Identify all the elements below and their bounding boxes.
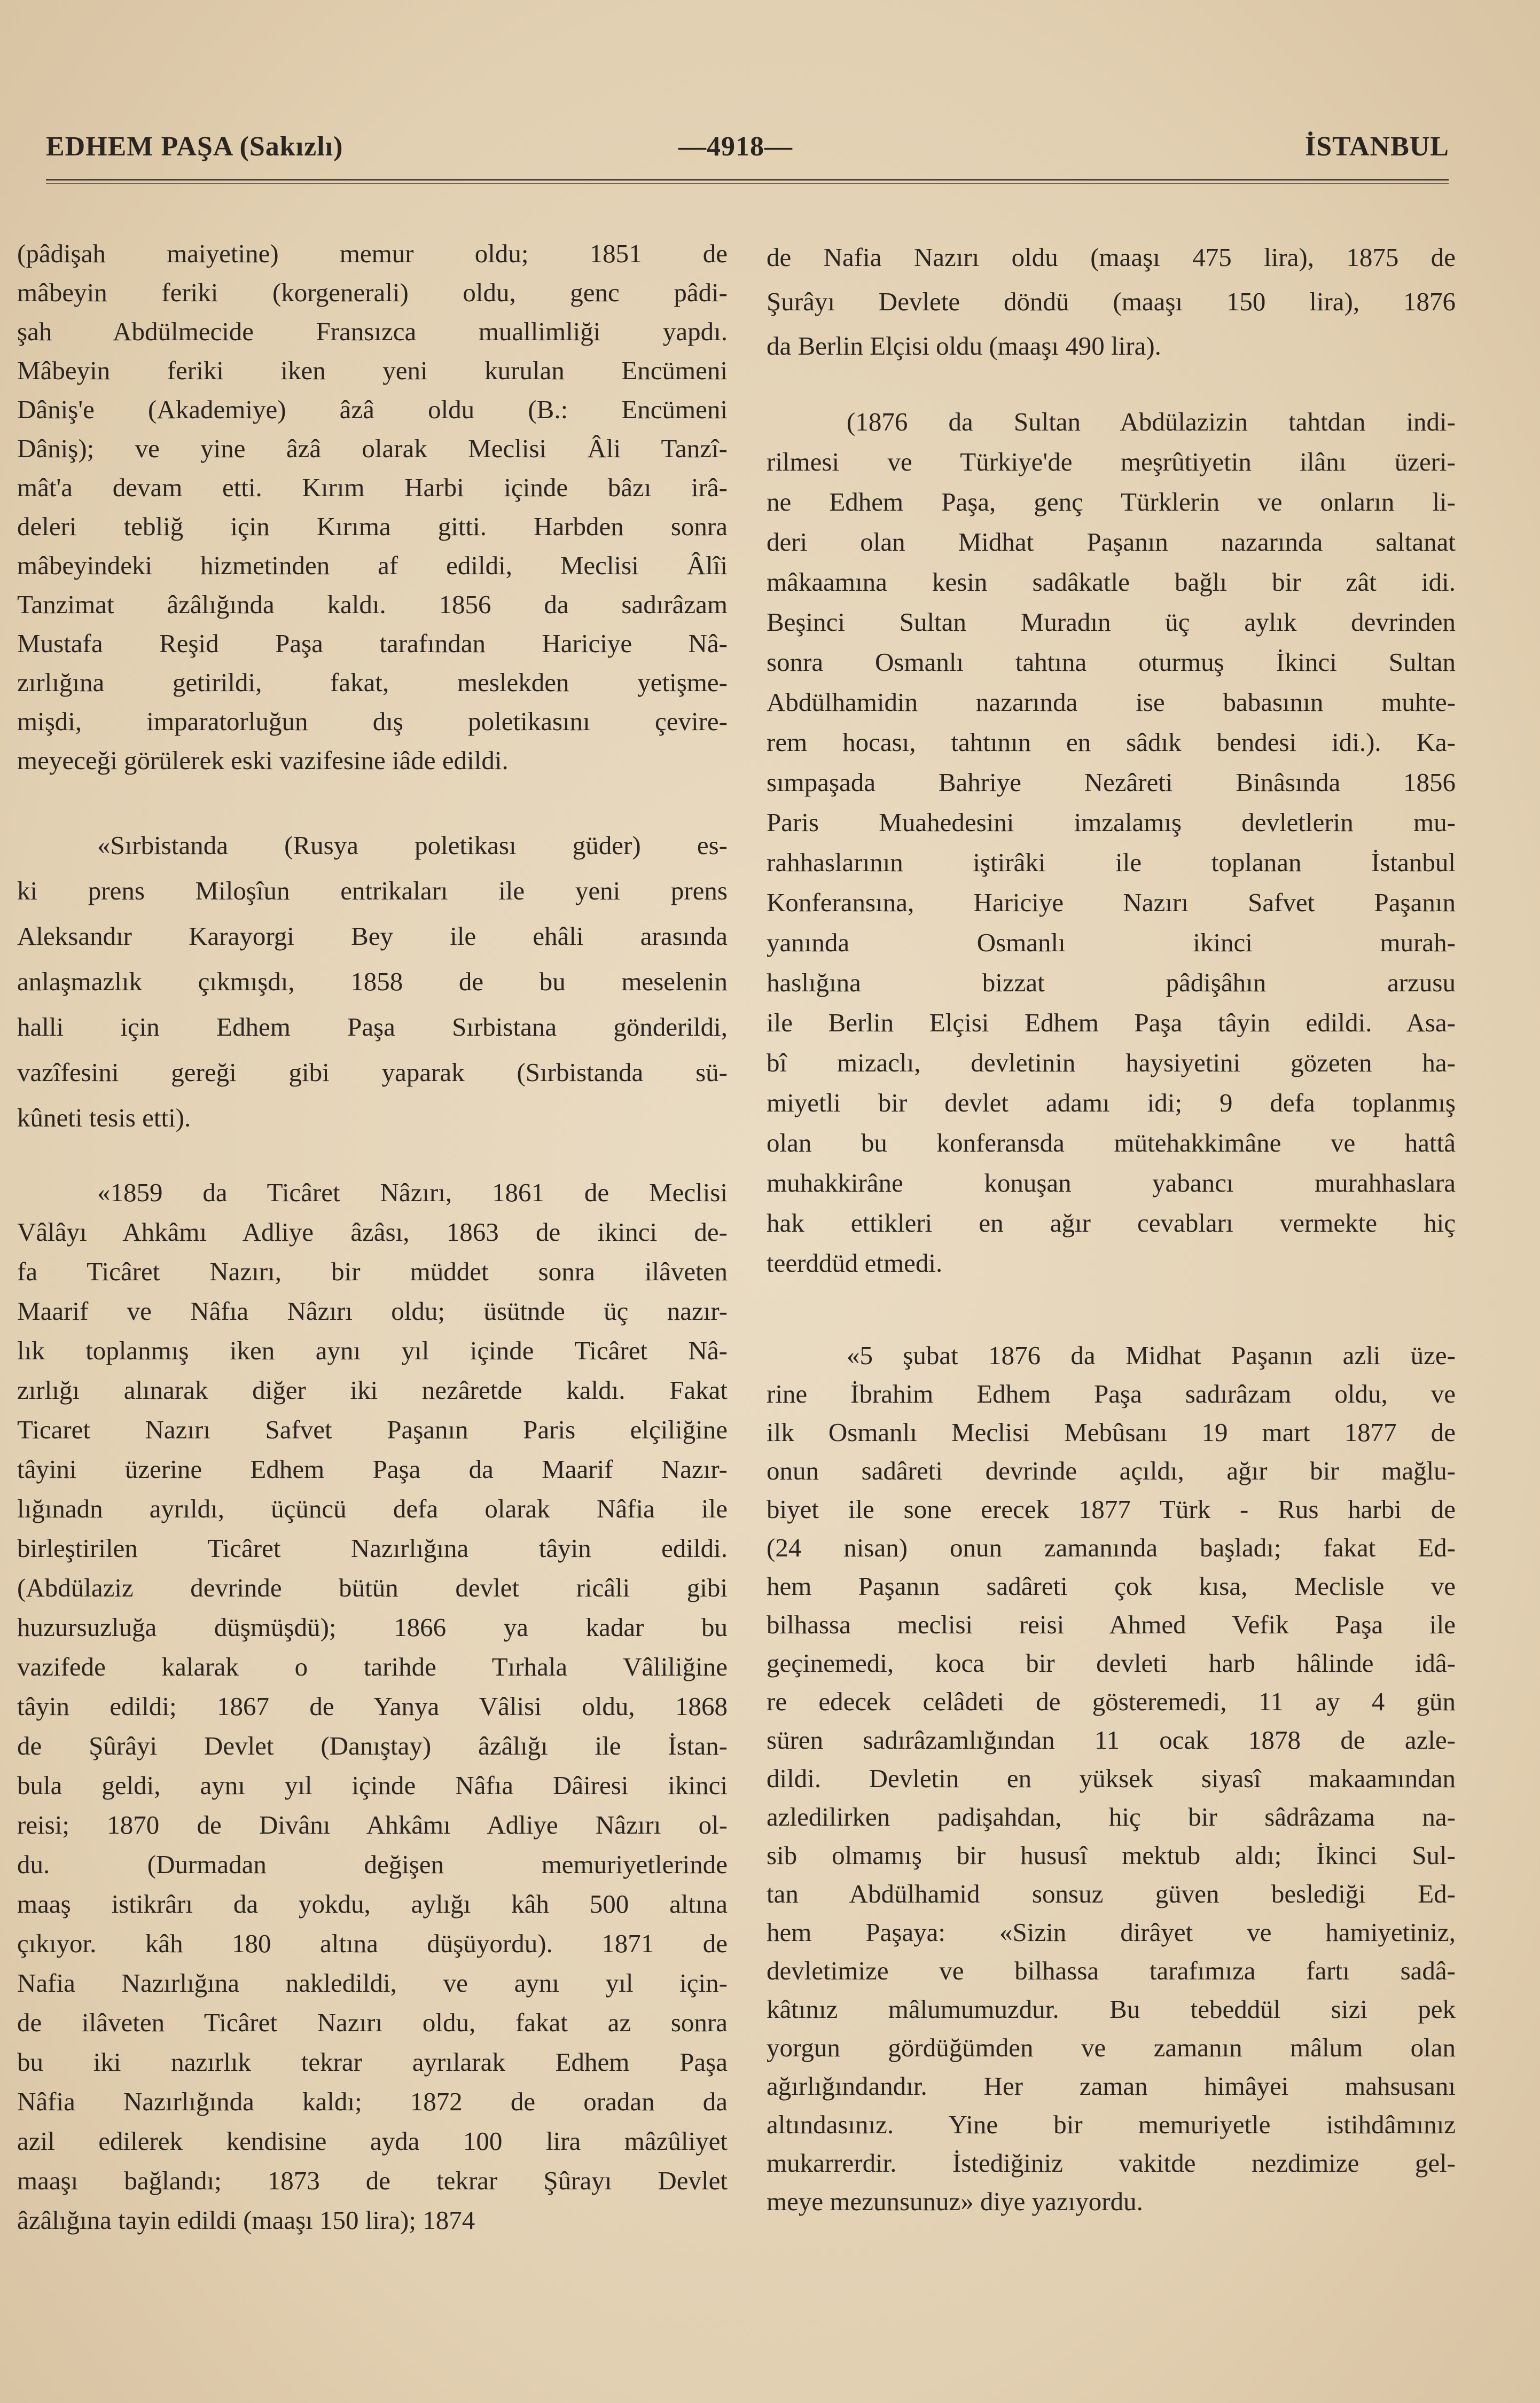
text-line: «Sırbistanda (Rusya poletikası güder) es- <box>97 831 728 860</box>
text-line: azledilirken padişahdan, hiç bir sâdrâzama na- <box>767 1802 1456 1831</box>
running-header-location: İSTANBUL <box>1304 131 1449 162</box>
text-line: azil edilerek kendisine ayda 100 lira mâzûliyet <box>17 2126 728 2156</box>
text-line: kûneti tesis etti). <box>17 1103 191 1132</box>
text-line: biyet ile sone erecek 1877 Türk - Rus harbi de <box>767 1494 1456 1524</box>
text-line: dildi. Devletin en yüksek siyasî makaamından <box>767 1764 1456 1793</box>
text-line: yanında Osmanlı ikinci murah- <box>767 928 1456 957</box>
text-line: mât'a devam etti. Kırım Harbi içinde bâzı irâ- <box>17 473 728 502</box>
text-line: fa Ticâret Nazırı, bir müddet sonra ilâveten <box>17 1257 728 1286</box>
text-line: Vâlâyı Ahkâmı Adliye âzâsı, 1863 de ikinci de- <box>17 1217 728 1247</box>
text-line: miyetli bir devlet adamı idi; 9 defa toplanmış <box>767 1088 1456 1117</box>
text-line: bula geldi, aynı yıl içinde Nâfıa Dâiresi ikinci <box>17 1771 728 1800</box>
text-line: (pâdişah maiyetine) memur oldu; 1851 de <box>17 239 728 268</box>
text-line: Nafia Nazırlığına nakledildi, ve aynı yıl için- <box>17 1968 728 1998</box>
text-line: Dâniş'e (Akademiye) âzâ oldu (B.: Encümeni <box>17 395 728 424</box>
paragraph <box>767 1336 1456 2221</box>
text-line: mukarrerdir. İstediğiniz vakitde nezdimize gel- <box>767 2148 1456 2178</box>
text-line: teerddüd etmedi. <box>767 1248 943 1278</box>
text-line: geçinemedi, koca bir devleti harb hâlinde idâ- <box>767 1648 1456 1678</box>
text-line: du. (Durmadan değişen memuriyetlerinde <box>17 1850 728 1879</box>
text-line: rem hocası, tahtının en sâdık bendesi idi.). Ka- <box>767 727 1456 757</box>
text-line: mâkaamına kesin sadâkatle bağlı bir zât idi. <box>767 567 1456 597</box>
text-line: Konferansına, Hariciye Nazırı Safvet Paşanın <box>767 888 1456 917</box>
text-line: onun sadâreti devrinde açıldı, ağır bir mağlu- <box>767 1456 1456 1485</box>
text-line: de ilâveten Ticâret Nazırı oldu, fakat az sonra <box>17 2008 728 2037</box>
text-line: bu iki nazırlık tekrar ayrılarak Edhem Paşa <box>17 2047 728 2077</box>
text-line: Şurâyı Devlete döndü (maaşı 150 lira), 1876 <box>767 287 1456 316</box>
text-line: sib olmamış bir hususî mektub aldı; İkinci Sul- <box>767 1841 1456 1870</box>
text-line: rine İbrahim Edhem Paşa sadırâzam oldu, ve <box>767 1379 1456 1408</box>
text-line: Mustafa Reşid Paşa tarafından Hariciye Nâ- <box>17 629 728 658</box>
text-line: tâyin edildi; 1867 de Yanya Vâlisi oldu, 1868 <box>17 1692 728 1721</box>
text-line: deleri tebliğ için Kırıma gitti. Harbden sonra <box>17 512 728 541</box>
text-line: rahhaslarının iştirâki ile toplanan İstanbul <box>767 848 1456 877</box>
text-line: devletimize ve bilhassa tarafımıza fartı sadâ- <box>767 1956 1456 1985</box>
text-line: bilhassa meclisi reisi Ahmed Vefik Paşa ile <box>767 1610 1456 1639</box>
text-line: anlaşmazlık çıkmışdı, 1858 de bu meselenin <box>17 967 728 996</box>
text-line: muhakkirâne konuşan yabancı murahhaslara <box>767 1168 1456 1197</box>
text-line: haslığına bizzat pâdişâhın arzusu <box>767 968 1456 997</box>
page-number: —4918— <box>678 131 793 162</box>
text-line: şah Abdülmecide Fransızca muallimliği yapdı. <box>17 317 728 346</box>
text-line: Beşinci Sultan Muradın üç aylık devrinden <box>767 607 1456 637</box>
header-rule-thin <box>46 183 1449 184</box>
text-line: Tanzimat âzâlığında kaldı. 1856 da sadırâzam <box>17 590 728 619</box>
text-line: ilk Osmanlı Meclisi Mebûsanı 19 mart 1877 de <box>767 1418 1456 1447</box>
text-line: da Berlin Elçisi oldu (maaşı 490 lira). <box>767 331 1161 361</box>
text-line: Paris Muahedesini imzalamış devletlerin mu- <box>767 808 1456 837</box>
text-line: «5 şubat 1876 da Midhat Paşanın azli üze- <box>847 1341 1456 1370</box>
text-line: hem Paşaya: «Sizin dirâyet ve hamiyetiniz, <box>767 1917 1456 1947</box>
paragraph <box>17 234 728 780</box>
text-line: birleştirilen Ticâret Nazırlığına tâyin edildi. <box>17 1533 728 1563</box>
text-line: halli için Edhem Paşa Sırbistana gönderildi, <box>17 1012 728 1042</box>
text-line: deri olan Midhat Paşanın nazarında saltanat <box>767 527 1456 557</box>
text-line: Aleksandır Karayorgi Bey ile ehâli arasında <box>17 921 728 951</box>
text-line: sonra Osmanlı tahtına oturmuş İkinci Sultan <box>767 647 1456 677</box>
text-line: kâtınız mâlumumuzdur. Bu tebeddül sizi pek <box>767 1994 1456 2024</box>
text-line: tan Abdülhamid sonsuz güven beslediği Ed- <box>767 1879 1456 1908</box>
text-line: lık toplanmış iken aynı yıl içinde Ticâret Nâ- <box>17 1336 728 1365</box>
text-line: rilmesi ve Türkiye'de meşrûtiyetin ilânı üzeri- <box>767 447 1456 476</box>
text-line: Dâniş); ve yine âzâ olarak Meclisi Âli Tanzî- <box>17 434 728 463</box>
text-line: ne Edhem Paşa, genç Türklerin ve onların li- <box>767 487 1456 516</box>
text-line: çıkıyor. kâh 180 altına düşüyordu). 1871 de <box>17 1929 728 1958</box>
text-line: lığınadn ayrıldı, üçüncü defa olarak Nâfia ile <box>17 1494 728 1523</box>
text-line: vazifede kalarak o tarihde Tırhala Vâliliğine <box>17 1652 728 1681</box>
text-line: bî mizaclı, devletinin haysiyetini gözeten ha- <box>767 1048 1456 1077</box>
text-line: maaş istikrârı da yokdu, aylığı kâh 500 altına <box>17 1889 728 1919</box>
header-rule <box>46 179 1449 181</box>
text-line: meyeceği görülerek eski vazifesine iâde edildi. <box>17 746 509 775</box>
text-line: hak ettikleri en ağır cevabları vermekte hiç <box>767 1208 1456 1238</box>
text-line: ağırlığındandır. Her zaman himâyei mahsusanı <box>767 2071 1456 2101</box>
text-line: süren sadırâzamlığından 11 ocak 1878 de azle- <box>767 1725 1456 1755</box>
text-line: olan bu konferansda mütehakkimâne ve hattâ <box>767 1128 1456 1157</box>
paragraph <box>17 823 728 1140</box>
text-line: (24 nisan) onun zamanında başladı; fakat Ed- <box>767 1533 1456 1562</box>
text-line: mâbeyin feriki (korgenerali) oldu, genc pâdi- <box>17 278 728 307</box>
text-line: ile Berlin Elçisi Edhem Paşa tâyin edildi. Asa- <box>767 1008 1456 1037</box>
text-line: huzursuzluğa düşmüşdü); 1866 ya kadar bu <box>17 1613 728 1642</box>
text-line: Abdülhamidin nazarında ise babasının muhte- <box>767 687 1456 717</box>
text-line: vazîfesini gereği gibi yaparak (Sırbistanda sü- <box>17 1058 728 1087</box>
text-line: altındasınız. Yine bir memuriyetle istihdâmınız <box>767 2110 1456 2139</box>
paragraph <box>767 235 1456 368</box>
text-line: Maarif ve Nâfıa Nâzırı oldu; üsütnde üç nazır- <box>17 1296 728 1326</box>
running-header-title: EDHEM PAŞA (Sakızlı) <box>46 131 343 162</box>
text-line: «1859 da Ticâret Nâzırı, 1861 de Meclisi <box>97 1178 728 1207</box>
text-line: de Nafia Nazırı oldu (maaşı 475 lira), 1875 de <box>767 242 1456 272</box>
text-line: zırlığına getirildi, fakat, meslekden yetişme- <box>17 668 728 697</box>
text-line: reisi; 1870 de Divânı Ahkâmı Adliye Nâzırı ol- <box>17 1810 728 1840</box>
text-line: mişdi, imparatorluğun dış poletikasını çevire- <box>17 707 728 736</box>
text-line: (Abdülaziz devrinde bütün devlet ricâli gibi <box>17 1573 728 1602</box>
text-line: meye mezunsunuz» diye yazıyordu. <box>767 2187 1143 2216</box>
text-line: de Şûrâyi Devlet (Danıştay) âzâlığı ile İstan- <box>17 1731 728 1760</box>
text-line: mâbeyindeki hizmetinden af edildi, Meclisi Âlîi <box>17 551 728 580</box>
paragraph <box>17 1173 728 2240</box>
text-line: maaşı bağlandı; 1873 de tekrar Şûrayı Devlet <box>17 2166 728 2195</box>
text-line: (1876 da Sultan Abdülazizin tahtdan indi- <box>847 407 1456 436</box>
text-line: sımpaşada Bahriye Nezâreti Binâsında 1856 <box>767 768 1456 797</box>
paragraph <box>767 402 1456 1283</box>
text-line: tâyini üzerine Edhem Paşa da Maarif Nazır- <box>17 1454 728 1484</box>
text-line: re edecek celâdeti de gösteremedi, 11 ay 4 gün <box>767 1687 1456 1716</box>
text-line: hem Paşanın sadâreti çok kısa, Meclisle ve <box>767 1571 1456 1601</box>
text-line: Nâfia Nazırlığında kaldı; 1872 de oradan da <box>17 2087 728 2116</box>
text-line: âzâlığına tayin edildi (maaşı 150 lira); 1874 <box>17 2205 475 2235</box>
text-line: Mâbeyin feriki iken yeni kurulan Encümeni <box>17 356 728 385</box>
text-line: Ticaret Nazırı Safvet Paşanın Paris elçiliğine <box>17 1415 728 1444</box>
text-line: ki prens Miloşîun entrikaları ile yeni prens <box>17 876 728 905</box>
text-line: yorgun gördüğümden ve zamanın mâlum olan <box>767 2033 1456 2062</box>
text-line: zırlığı alınarak diğer iki nezâretde kaldı. Fakat <box>17 1375 728 1405</box>
